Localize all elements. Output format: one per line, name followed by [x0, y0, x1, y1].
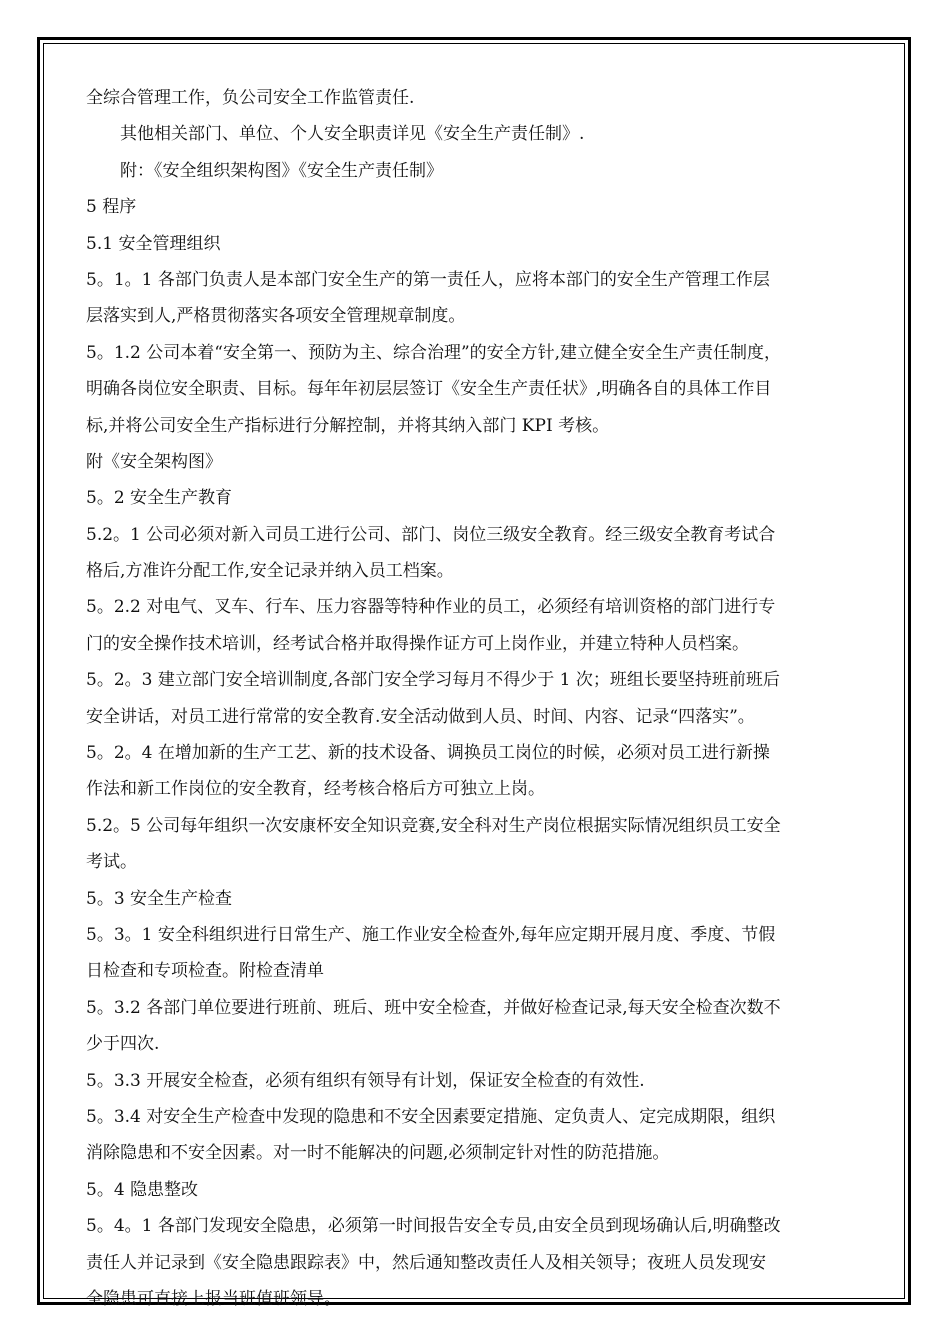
text-line: 5。2。4 在增加新的生产工艺、新的技术设备、调换员工岗位的时候，必须对员工进行新操 [86, 743, 770, 764]
section-heading: 5。3 安全生产检查 [86, 888, 233, 909]
text-line: 日检查和专项检查。附检查清单 [86, 961, 324, 982]
text-line: 门的安全操作技术培训，经考试合格并取得操作证方可上岗作业，并建立特种人员档案。 [86, 633, 749, 654]
text-line: 标,并将公司安全生产指标进行分解控制，并将其纳入部门 KPI 考核。 [86, 415, 610, 436]
section-heading: 5。4 隐患整改 [86, 1179, 199, 1200]
text-line: 5。3。1 安全科组织进行日常生产、施工作业安全检查外,每年应定期开展月度、季度、节假 [86, 924, 776, 945]
text-line: 考试。 [86, 852, 137, 873]
section-heading: 5 程序 [86, 197, 137, 218]
text-line: 5.2。5 公司每年组织一次安康杯安全知识竞赛,安全科对生产岗位根据实际情况组织员工安全 [86, 815, 781, 836]
text-line: 安全讲话，对员工进行常常的安全教育.安全活动做到人员、时间、内容、记录“四落实”。 [86, 706, 755, 727]
text-line: 附：《安全组织架构图》《安全生产责任制》 [120, 160, 443, 181]
text-line: 明确各岗位安全职责、目标。每年年初层层签订《安全生产责任状》,明确各自的具体工作目 [86, 379, 772, 400]
text-line: 5。4。1 各部门发现安全隐患，必须第一时间报告安全专员,由安全员到现场确认后,明确整改 [86, 1216, 781, 1237]
text-line: 作法和新工作岗位的安全教育，经考核合格后方可独立上岗。 [86, 779, 545, 800]
text-line: 5。1.2 公司本着“安全第一、预防为主、综合治理”的安全方针,建立健全安全生产责任制度， [86, 342, 782, 363]
text-line: 5.2。1 公司必须对新入司员工进行公司、部门、岗位三级安全教育。经三级安全教育考试合 [86, 524, 776, 545]
text-line: 5。3.2 各部门单位要进行班前、班后、班中安全检查，并做好检查记录,每天安全检查次数不 [86, 997, 781, 1018]
text-line: 5。2.2 对电气、叉车、行车、压力容器等特种作业的员工，必须经有培训资格的部门进行专 [86, 597, 776, 618]
text-line: 5。3.3 开展安全检查，必须有组织有领导有计划，保证安全检查的有效性. [86, 1070, 645, 1091]
section-heading: 5。2 安全生产教育 [86, 488, 233, 509]
text-line: 5。1。1 各部门负责人是本部门安全生产的第一责任人，应将本部门的安全生产管理工作层 [86, 269, 770, 290]
text-line: 5。3.4 对安全生产检查中发现的隐患和不安全因素要定措施、定负责人、定完成期限，组织 [86, 1106, 776, 1127]
text-line: 附《安全架构图》 [86, 451, 222, 472]
text-line: 格后,方准许分配工作,安全记录并纳入员工档案。 [86, 561, 454, 582]
text-line: 责任人并记录到《安全隐患跟踪表》中，然后通知整改责任人及相关领导；夜班人员发现安 [86, 1252, 766, 1273]
document-body [86, 80, 876, 1317]
text-line: 少于四次. [86, 1034, 160, 1055]
section-heading: 5.1 安全管理组织 [86, 233, 221, 254]
text-line: 层落实到人,严格贯彻落实各项安全管理规章制度。 [86, 306, 466, 327]
text-line: 其他相关部门、单位、个人安全职责详见《安全生产责任制》. [120, 124, 585, 145]
text-line: 消除隐患和不安全因素。对一时不能解决的问题,必须制定针对性的防范措施。 [86, 1143, 670, 1164]
text-line: 5。2。3 建立部门安全培训制度,各部门安全学习每月不得少于 1 次；班组长要坚持班前班后 [86, 670, 780, 691]
text-line: 全隐患可直接上报当班值班领导。 [86, 1288, 341, 1309]
text-line: 全综合管理工作，负公司安全工作监管责任. [86, 88, 415, 108]
